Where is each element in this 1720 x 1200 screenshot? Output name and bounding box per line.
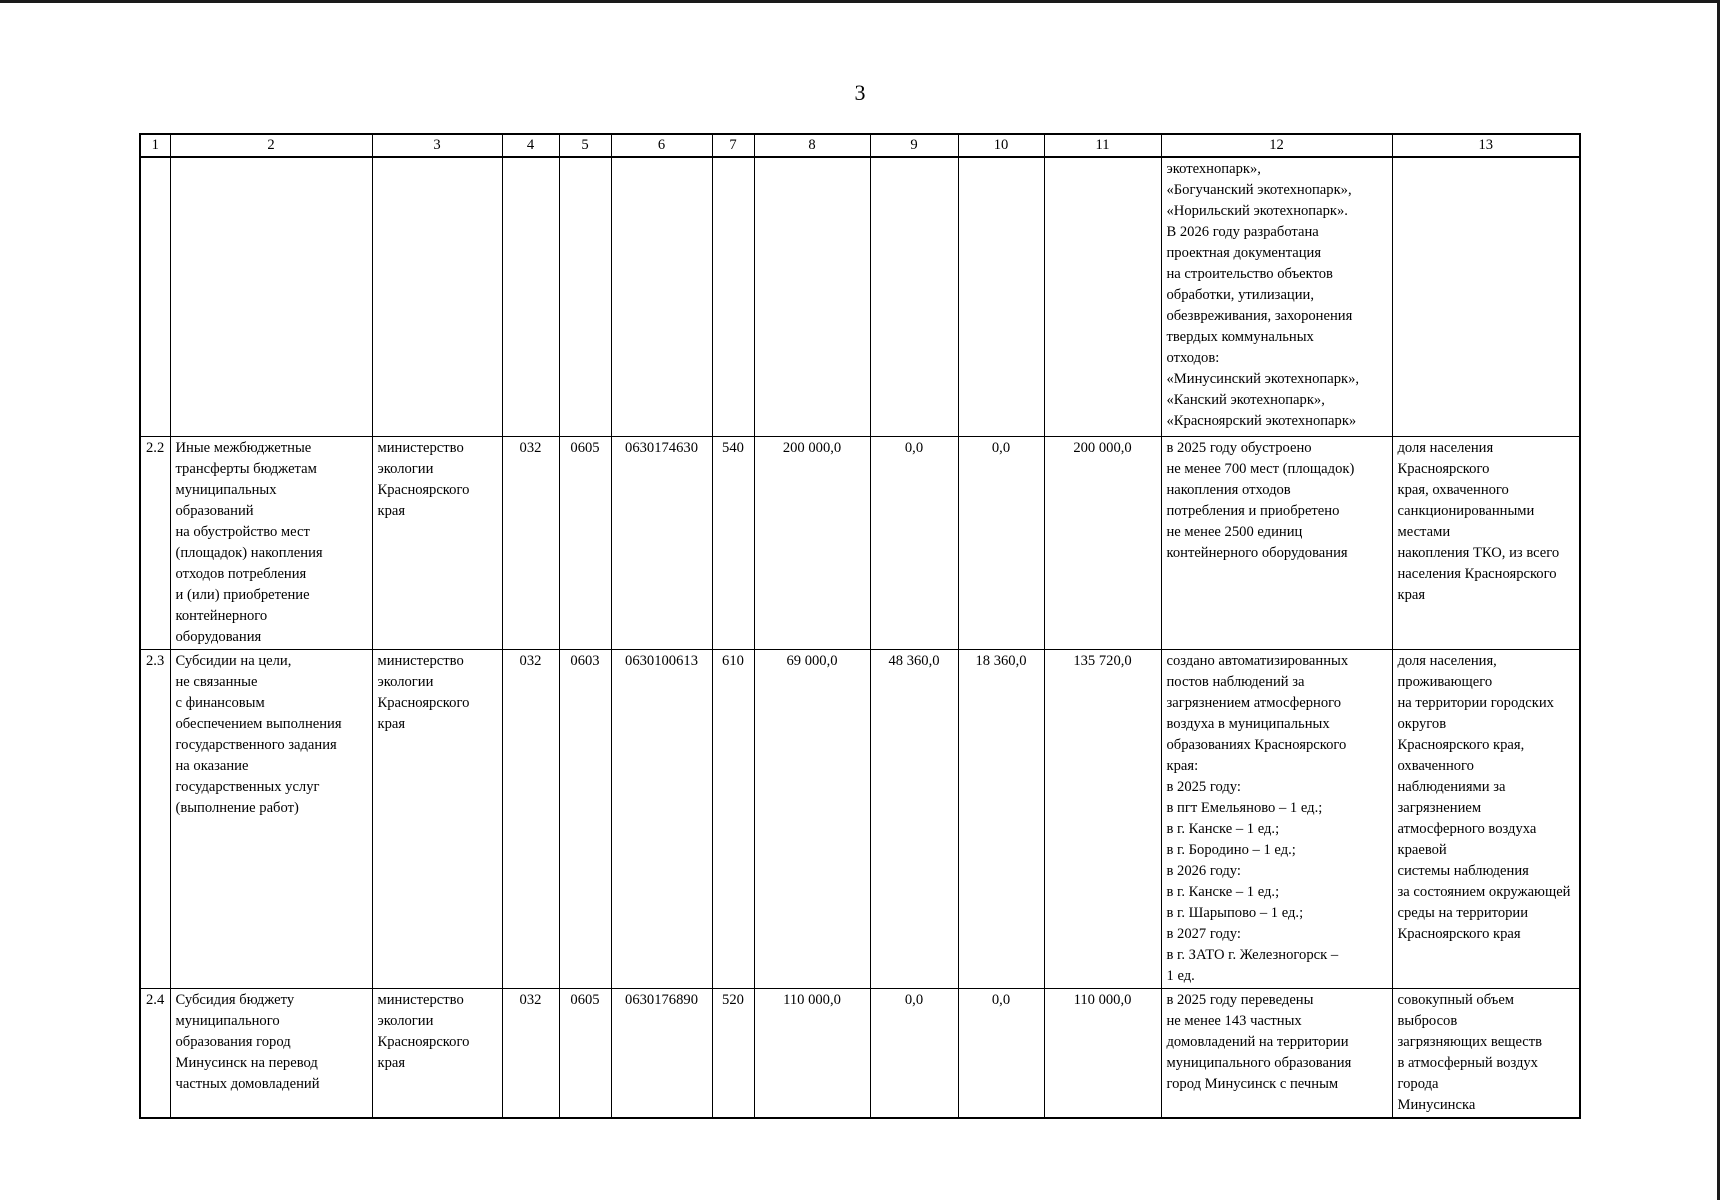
header-row [140, 134, 1580, 157]
responsible-agency: министерство экологии Красноярского края [372, 989, 502, 1119]
measure-name: Субсидии на цели, не связанные с финансовым обеспечением выполнения государственного задания на оказание государственных услуг (выполнение работ) [170, 650, 372, 989]
cell-col11: 135 720,0 [1044, 650, 1161, 989]
cell-col9: 48 360,0 [870, 650, 958, 989]
indicator [1392, 157, 1580, 437]
indicator: совокупный объем выбросов загрязняющих веществ в атмосферный воздух города Минусинска [1392, 989, 1580, 1119]
table-row [140, 437, 1580, 650]
cell-col9: 0,0 [870, 989, 958, 1119]
expected-result: в 2025 году обустроено не менее 700 мест (площадок) накопления отходов потребления и приобретено не менее 2500 единиц контейнерного оборудования [1161, 437, 1392, 650]
col-header: 6 [611, 134, 712, 157]
cell-col8: 69 000,0 [754, 650, 870, 989]
row-number: 2.2 [140, 437, 170, 650]
col-header: 5 [559, 134, 611, 157]
cell-col11: 110 000,0 [1044, 989, 1161, 1119]
cell-col4 [502, 157, 559, 437]
cell-col8: 200 000,0 [754, 437, 870, 650]
table-row [140, 989, 1580, 1119]
col-header: 3 [372, 134, 502, 157]
cell-col9 [870, 157, 958, 437]
row-number: 2.3 [140, 650, 170, 989]
responsible-agency: министерство экологии Красноярского края [372, 650, 502, 989]
cell-col4: 032 [502, 989, 559, 1119]
cell-col4: 032 [502, 650, 559, 989]
expected-result: экотехнопарк», «Богучанский экотехнопарк», «Норильский экотехнопарк». В 2026 году разработана проектная документация на строительство объектов обработки, утилизации, обезвреживания, захоронения твердых коммунальных отходов: «Минусинский экотехнопарк», «Канский экотехнопарк», «Красноярский экотехнопарк» [1161, 157, 1392, 437]
col-header: 13 [1392, 134, 1580, 157]
table-row [140, 650, 1580, 989]
row-number [140, 157, 170, 437]
cell-col10 [958, 157, 1044, 437]
indicator: доля населения Красноярского края, охваченного санкционированными местами накопления ТКО, из всего населения Красноярского края [1392, 437, 1580, 650]
cell-col5: 0603 [559, 650, 611, 989]
cell-col7: 610 [712, 650, 754, 989]
col-header: 2 [170, 134, 372, 157]
cell-col10: 18 360,0 [958, 650, 1044, 989]
col-header: 10 [958, 134, 1044, 157]
cell-col5: 0605 [559, 989, 611, 1119]
cell-col4: 032 [502, 437, 559, 650]
col-header: 8 [754, 134, 870, 157]
col-header: 12 [1161, 134, 1392, 157]
cell-col7: 520 [712, 989, 754, 1119]
cell-col6: 0630176890 [611, 989, 712, 1119]
col-header: 1 [140, 134, 170, 157]
cell-col5 [559, 157, 611, 437]
cell-col10: 0,0 [958, 989, 1044, 1119]
cell-col8 [754, 157, 870, 437]
col-header: 4 [502, 134, 559, 157]
responsible-agency [372, 157, 502, 437]
expected-result: создано автоматизированных постов наблюдений за загрязнением атмосферного воздуха в муниципальных образованиях Красноярского края: в 2025 году: в пгт Емельяново – 1 ед.; в г. Канске – 1 ед.; в г. Бородино – 1 ед.; в 2026 году: в г. Канске – 1 ед.; в г. Шарыпово – 1 ед.; в 2027 году: в г. ЗАТО г. Железногорск – 1 ед. [1161, 650, 1392, 989]
page-number: 3 [854, 80, 866, 105]
cell-col6 [611, 157, 712, 437]
cell-col8: 110 000,0 [754, 989, 870, 1119]
col-header: 11 [1044, 134, 1161, 157]
row-number: 2.4 [140, 989, 170, 1119]
cell-col6: 0630174630 [611, 437, 712, 650]
col-header: 9 [870, 134, 958, 157]
table-row [140, 157, 1580, 437]
cell-col10: 0,0 [958, 437, 1044, 650]
responsible-agency: министерство экологии Красноярского края [372, 437, 502, 650]
expected-result: в 2025 году переведены не менее 143 частных домовладений на территории муниципального образования город Минусинск с печным [1161, 989, 1392, 1119]
cell-col5: 0605 [559, 437, 611, 650]
measure-name: Иные межбюджетные трансферты бюджетам муниципальных образований на обустройство мест (площадок) накопления отходов потребления и (или) приобретение контейнерного оборудования [170, 437, 372, 650]
cell-col7: 540 [712, 437, 754, 650]
indicator: доля населения, проживающего на территории городских округов Красноярского края, охваченного наблюдениями за загрязнением атмосферного воздуха краевой системы наблюдения за состоянием окружающей среды на территории Красноярского края [1392, 650, 1580, 989]
program-table [139, 133, 1581, 1119]
cell-col7 [712, 157, 754, 437]
measure-name [170, 157, 372, 437]
col-header: 7 [712, 134, 754, 157]
cell-col9: 0,0 [870, 437, 958, 650]
scan-edge-top [0, 0, 1720, 3]
cell-col6: 0630100613 [611, 650, 712, 989]
cell-col11 [1044, 157, 1161, 437]
cell-col11: 200 000,0 [1044, 437, 1161, 650]
measure-name: Субсидия бюджету муниципального образования город Минусинск на перевод частных домовладений [170, 989, 372, 1119]
